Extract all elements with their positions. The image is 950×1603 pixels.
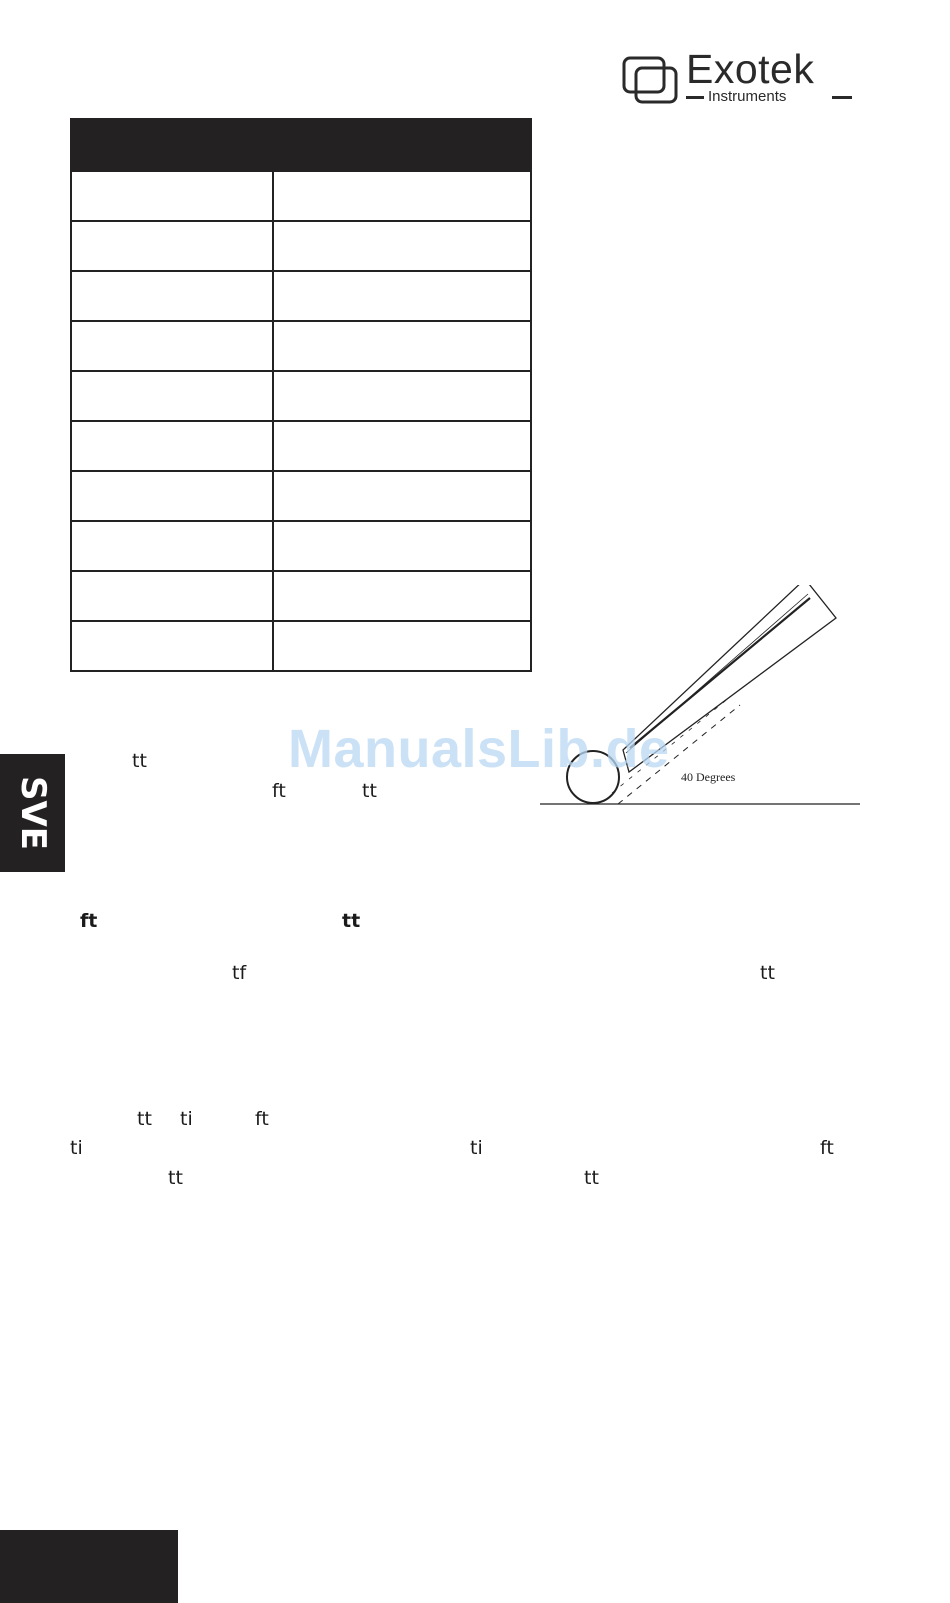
text-fragment: tt xyxy=(132,750,147,772)
probe-diagram-svg xyxy=(540,585,880,825)
spec-table xyxy=(70,118,532,672)
table-row xyxy=(70,322,532,372)
text-fragment: ft xyxy=(272,780,286,802)
table-cell xyxy=(72,622,274,670)
table-cell xyxy=(274,622,530,670)
table-row xyxy=(70,572,532,622)
table-cell xyxy=(72,172,274,220)
table-row xyxy=(70,372,532,422)
table-cell xyxy=(274,272,530,320)
text-fragment: tt xyxy=(760,962,775,984)
watermark: ManualsLib.de xyxy=(288,719,670,779)
table-cell xyxy=(274,172,530,220)
table-cell xyxy=(72,222,274,270)
table-cell xyxy=(274,322,530,370)
table-cell xyxy=(274,572,530,620)
table-cell xyxy=(72,472,274,520)
logo-mark-icon xyxy=(622,56,682,108)
text-fragment: ti xyxy=(70,1137,83,1159)
text-fragment: ft xyxy=(255,1108,269,1130)
table-cell xyxy=(274,422,530,470)
table-cell xyxy=(72,522,274,570)
table-cell xyxy=(72,572,274,620)
table-cell xyxy=(72,372,274,420)
table-row xyxy=(70,272,532,322)
heading-fragment: ft xyxy=(80,910,98,932)
language-tab-label: SVE xyxy=(12,775,53,851)
text-fragment: ft xyxy=(820,1137,834,1159)
table-cell xyxy=(274,372,530,420)
table-cell xyxy=(274,472,530,520)
table-cell xyxy=(72,272,274,320)
page-footer-block xyxy=(0,1530,178,1603)
logo-name: Exotek xyxy=(686,46,815,92)
table-cell xyxy=(274,522,530,570)
table-cell xyxy=(72,422,274,470)
spec-table-header xyxy=(70,118,532,172)
language-tab xyxy=(0,754,65,872)
table-cell xyxy=(274,222,530,270)
text-fragment: ti xyxy=(470,1137,483,1159)
logo-rule-right xyxy=(832,96,852,99)
table-row xyxy=(70,522,532,572)
text-fragment: tt xyxy=(137,1108,152,1130)
logo-rule-left xyxy=(686,96,704,99)
table-cell xyxy=(72,322,274,370)
text-fragment: ti xyxy=(180,1108,193,1130)
text-fragment: tt xyxy=(362,780,377,802)
angle-label: 40 Degrees xyxy=(681,770,736,784)
text-fragment: tt xyxy=(584,1167,599,1189)
heading-fragment: tt xyxy=(342,910,361,932)
exotek-logo xyxy=(622,46,854,108)
text-fragment: tt xyxy=(168,1167,183,1189)
probe-angle-diagram xyxy=(540,585,880,825)
table-row xyxy=(70,622,532,672)
logo-tagline: Instruments xyxy=(708,88,787,105)
table-row xyxy=(70,222,532,272)
table-row xyxy=(70,422,532,472)
table-row xyxy=(70,172,532,222)
table-row xyxy=(70,472,532,522)
text-fragment: tf xyxy=(232,962,247,984)
